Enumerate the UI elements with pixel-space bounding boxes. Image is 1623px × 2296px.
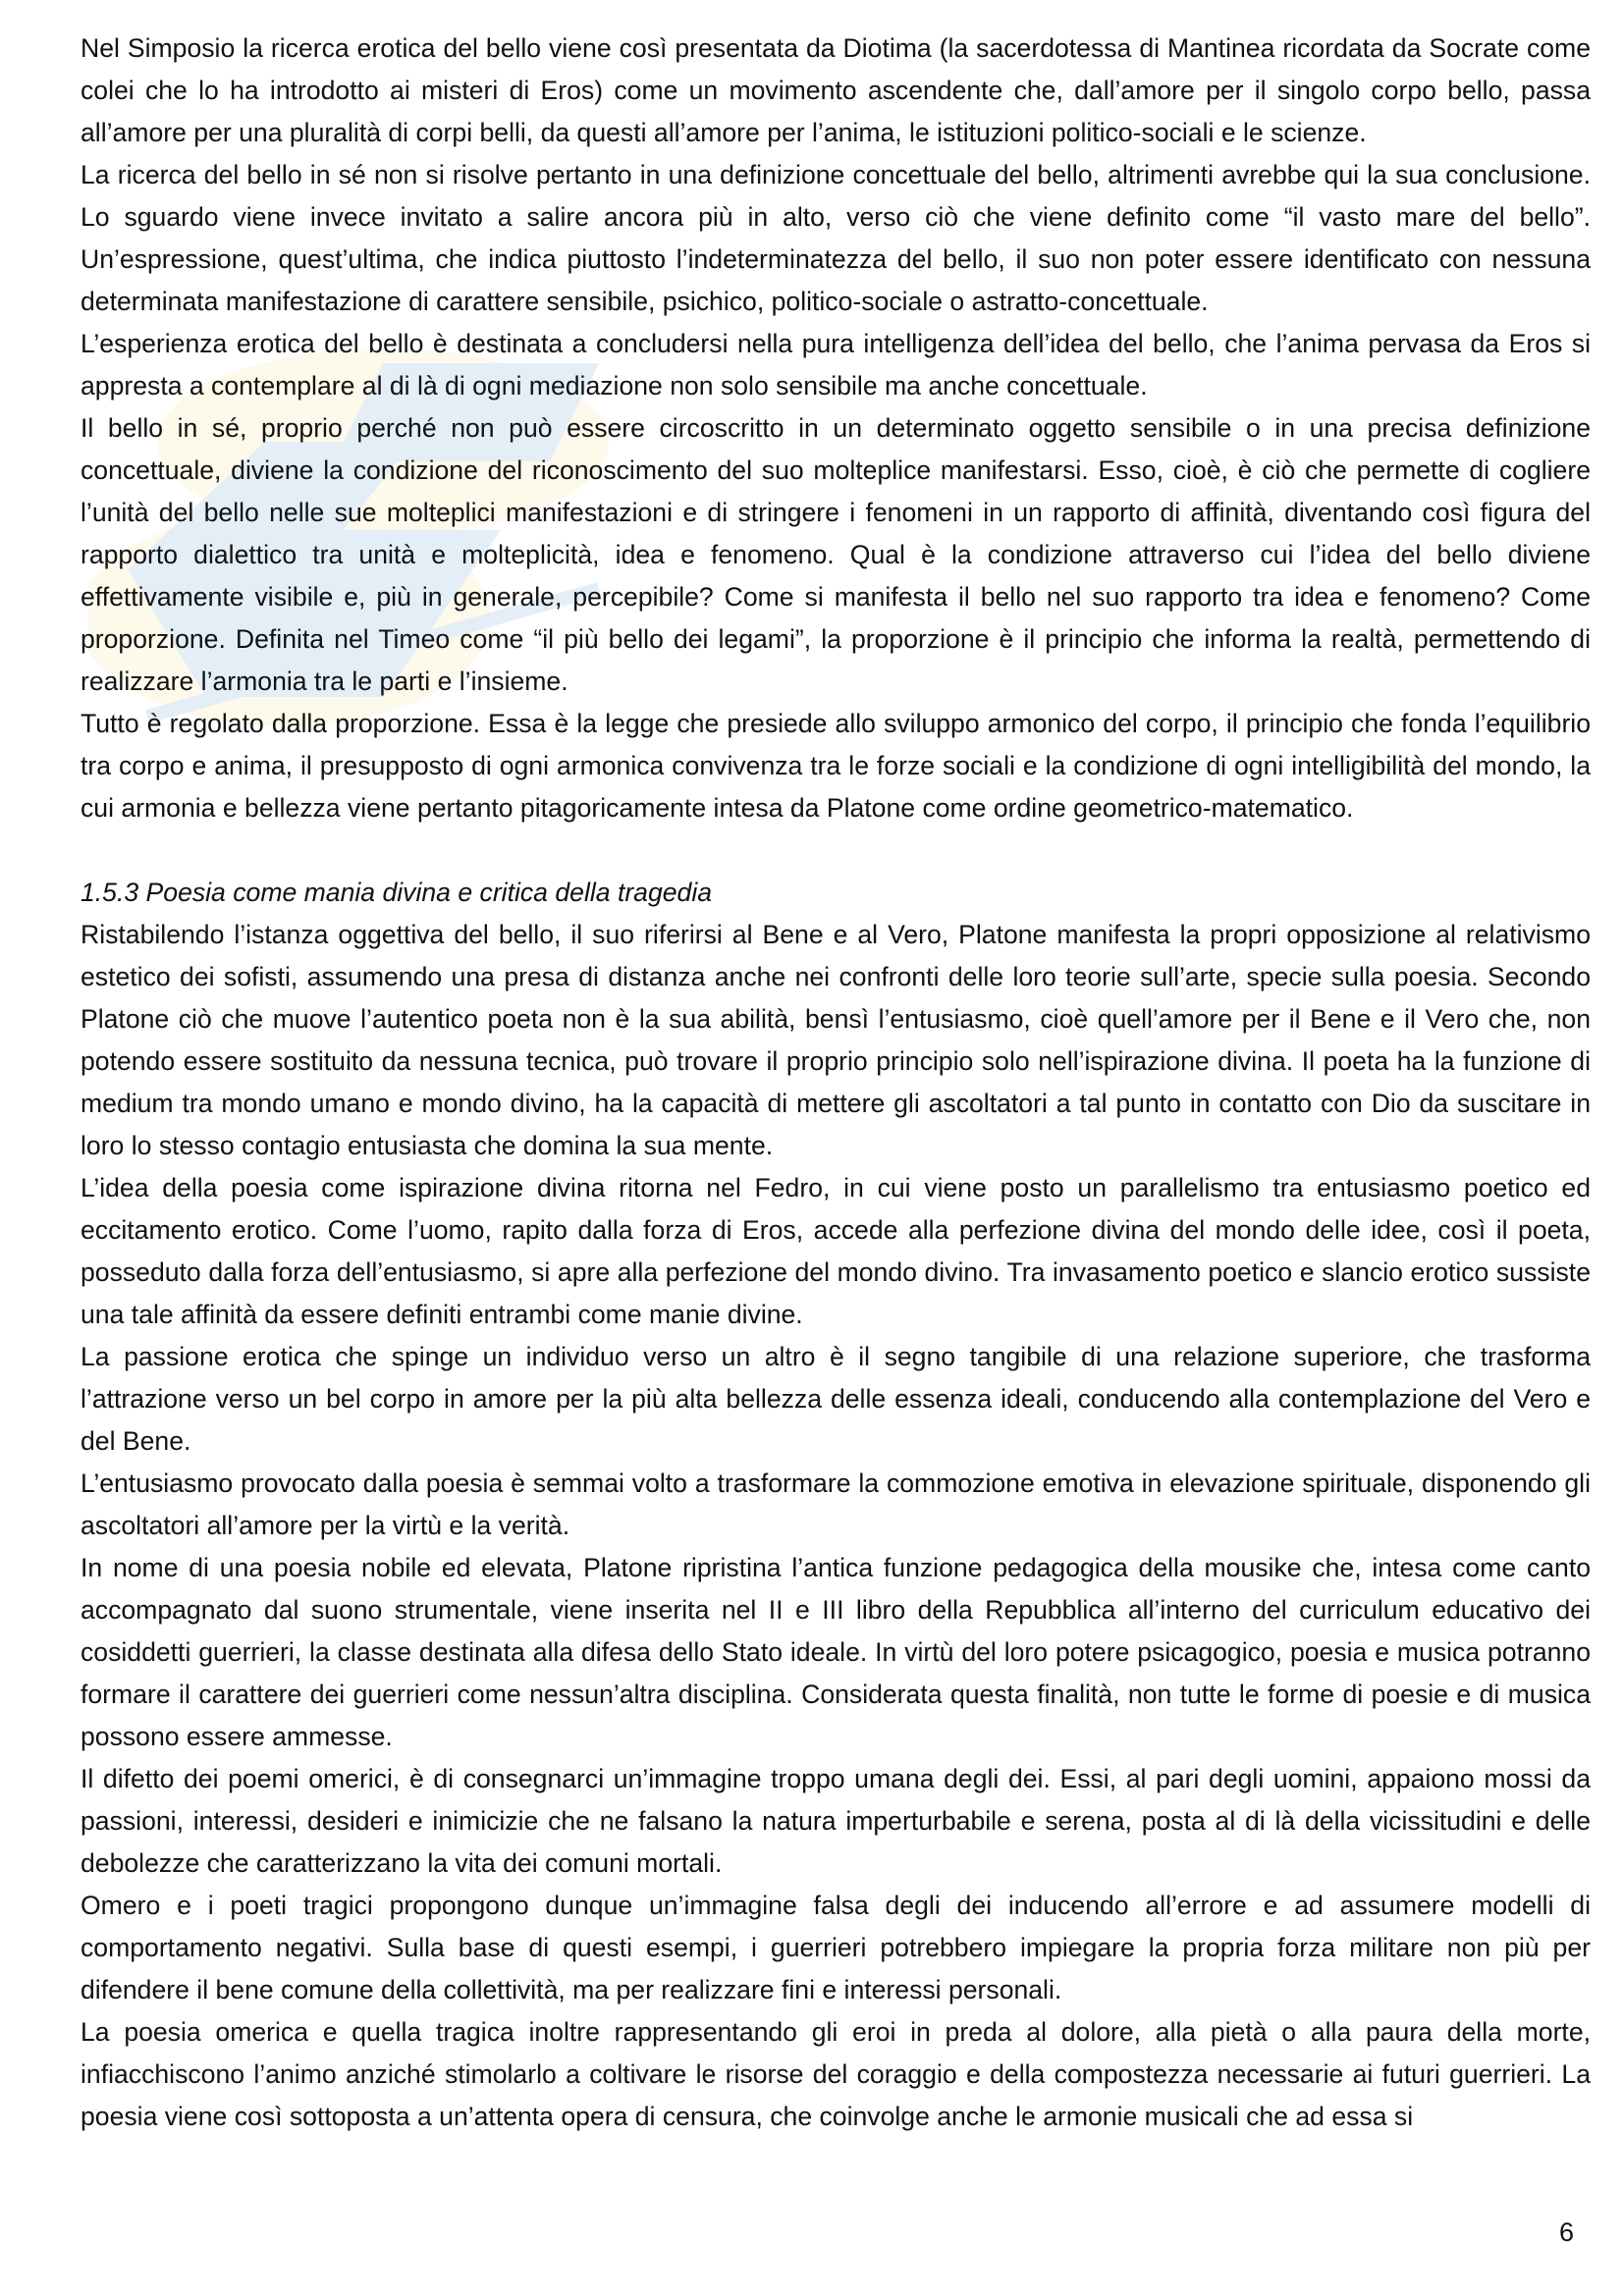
paragraph-poeti-tragici: Omero e i poeti tragici propongono dunque un’immagine falsa degli dei inducendo all’errore e ad assumere modelli di comportamento negativi. Sulla base di questi esempi, i guerrieri potrebbero impiegare la propria forza militare non più per difendere il bene comune della collettività, ma per realizzare fini e interessi personali. [81, 1891, 1591, 2004]
paragraph-bello-in-se: Il bello in sé, proprio perché non può essere circoscritto in un determinato oggetto sensibile o in una precisa definizione concettuale, diviene la condizione del riconoscimento del suo molteplice manifestarsi. Esso, cioè, è ciò che permette di cogliere l’unità del bello nelle sue molteplici manifestazioni e di stringere i fenomeni in un rapporto di affinità, diventando così figura del rapporto dialettico tra unità e molteplicità, idea e fenomeno. Qual è la condizione attraverso cui l’idea del bello diviene effettivamente visibile e, più in generale, percepibile? Come si manifesta il bello nel suo rapporto tra idea e fenomeno? Come proporzione. Definita nel Timeo come “il più bello dei legami”, la proporzione è il principio che informa la realtà, permettendo di realizzare l’armonia tra le parti e l’insieme. [81, 413, 1591, 696]
paragraph-mousike: In nome di una poesia nobile ed elevata, Platone ripristina l’antica funzione pedagogica della mousike che, intesa come canto accompagnato dal suono strumentale, viene inserita nel II e III libro della Repubblica all’interno del curriculum educativo dei cosiddetti guerrieri, la classe destinata alla difesa dello Stato ideale. In virtù del loro potere psicagogico, poesia e musica potranno formare il carattere dei guerrieri come nessun’altra disciplina. Considerata questa finalità, non tutte le forme di poesie e di musica possono essere ammesse. [81, 1553, 1591, 1751]
paragraph-passione-erotica: La passione erotica che spinge un individuo verso un altro è il segno tangibile di una relazione superiore, che trasforma l’attrazione verso un bel corpo in amore per la più alta bellezza delle essenza ideali, conducendo alla contemplazione del Vero e del Bene. [81, 1342, 1591, 1456]
paragraph-simposio: Nel Simposio la ricerca erotica del bello viene così presentata da Diotima (la sacerdotessa di Mantinea ricordata da Socrate come colei che lo ha introdotto ai misteri di Eros) come un movimento ascendente che, dall’amore per il singolo corpo bello, passa all’amore per una pluralità di corpi belli, da questi all’amore per l’anima, le istituzioni politico-sociali e le scienze. [81, 33, 1591, 147]
section-heading: 1.5.3 Poesia come mania divina e critica della tragedia [81, 878, 713, 907]
paragraph-entusiasmo: L’entusiasmo provocato dalla poesia è semmai volto a trasformare la commozione emotiva in elevazione spirituale, disponendo gli ascoltatori all’amore per la virtù e la verità. [81, 1468, 1591, 1540]
page-number: 6 [1558, 2217, 1574, 2247]
paragraph-censura: La poesia omerica e quella tragica inoltre rappresentando gli eroi in preda al dolore, alla pietà o alla paura della morte, infiacchiscono l’animo anziché stimolarlo a coltivare le risorse del coraggio e della compostezza necessarie ai futuri guerrieri. La poesia viene così sottoposta a un’attenta opera di censura, che coinvolge anche le armonie musicali che ad essa si [81, 2017, 1591, 2131]
paragraph-esperienza-erotica: L’esperienza erotica del bello è destinata a concludersi nella pura intelligenza dell’idea del bello, che l’anima pervasa da Eros si appresta a contemplare al di là di ogni mediazione non solo sensibile ma anche concettuale. [81, 329, 1591, 400]
paragraph-poemi-omerici: Il difetto dei poemi omerici, è di consegnarci un’immagine troppo umana degli dei. Essi, al pari degli uomini, appaiono mossi da passioni, interessi, desideri e inimicizie che ne falsano la natura imperturbabile e serena, posta al di là della vicissitudini e delle debolezze che caratterizzano la vita dei comuni mortali. [81, 1764, 1591, 1878]
paragraph-fedro: L’idea della poesia come ispirazione divina ritorna nel Fedro, in cui viene posto un parallelismo tra entusiasmo poetico ed eccitamento erotico. Come l’uomo, rapito dalla forza di Eros, accede alla perfezione divina del mondo delle idee, così il poeta, posseduto dalla forza dell’entusiasmo, si apre alla perfezione del mondo divino. Tra invasamento poetico e slancio erotico sussiste una tale affinità da essere definiti entrambi come manie divine. [81, 1173, 1591, 1329]
paragraph-proporzione: Tutto è regolato dalla proporzione. Essa è la legge che presiede allo sviluppo armonico del corpo, il principio che fonda l’equilibrio tra corpo e anima, il presupposto di ogni armonica convivenza tra le forze sociali e la condizione di ogni intelligibilità del mondo, la cui armonia e bellezza viene pertanto pitagoricamente intesa da Platone come ordine geometrico-matematico. [81, 709, 1591, 823]
document-body [81, 27, 1591, 2138]
paragraph-ricerca-del-bello: La ricerca del bello in sé non si risolve pertanto in una definizione concettuale del bello, altrimenti avrebbe qui la sua conclusione. Lo sguardo viene invece invitato a salire ancora più in alto, verso ciò che viene definito come “il vasto mare del bello”. Un’espressione, quest’ultima, che indica piuttosto l’indeterminatezza del bello, il suo non poter essere identificato con nessuna determinata manifestazione di carattere sensibile, psichico, politico-sociale o astratto-concettuale. [81, 160, 1591, 316]
paragraph-istanza-oggettiva: Ristabilendo l’istanza oggettiva del bello, il suo riferirsi al Bene e al Vero, Platone manifesta la propri opposizione al relativismo estetico dei sofisti, assumendo una presa di distanza anche nei confronti delle loro teorie sull’arte, specie sulla poesia. Secondo Platone ciò che muove l’autentico poeta non è la sua abilità, bensì l’entusiasmo, cioè quell’amore per il Bene e il Vero che, non potendo essere sostituito da nessuna tecnica, può trovare il proprio principio solo nell’ispirazione divina. Il poeta ha la funzione di medium tra mondo umano e mondo divino, ha la capacità di mettere gli ascoltatori a tal punto in contatto con Dio da suscitare in loro lo stesso contagio entusiasta che domina la sua mente. [81, 920, 1591, 1160]
section-spacer [81, 829, 1591, 872]
